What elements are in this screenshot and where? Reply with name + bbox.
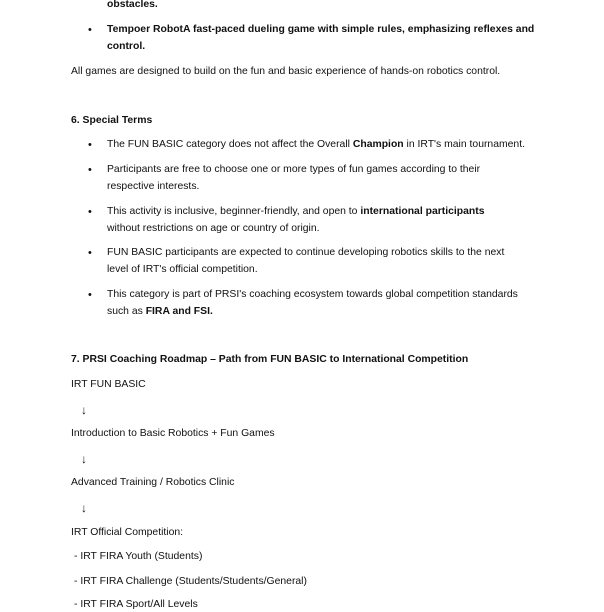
term-text: FUN BASIC participants are expected to continue developing robotics skills to the next [107,247,505,258]
bullet-dot: • [88,164,92,176]
special-term-1 [107,137,525,154]
roadmap-step-1: IRT FUN BASIC [71,379,146,390]
roadmap-sub-3: - IRT FIRA Sport/All Levels [74,599,198,610]
term-bold: international participants [360,206,485,217]
term-text: This category is part of PRSI's coaching ecosystem towards global competition standards [107,289,518,300]
roadmap-step-2: Introduction to Basic Robotics + Fun Games [71,428,275,439]
term-text: The FUN BASIC category does not affect the Overall [107,139,353,150]
special-term-3 [107,204,485,237]
term-text: Participants are free to choose one or more types of fun games according to their [107,164,481,175]
bullet-dot: • [88,206,92,218]
term-text: without restrictions on age or country of origin. [107,222,320,234]
section-6-heading: 6. Special Terms [71,115,153,126]
bullet-dot: • [88,24,92,36]
game-item-desc: fast-paced dueling game with simple rules, emphasizing reflexes and [190,24,535,35]
term-text: respective interests. [107,180,200,192]
special-term-5 [107,287,518,320]
down-arrow-icon: ↓ [81,501,87,515]
roadmap-step-4: IRT Official Competition: [71,527,184,538]
down-arrow-icon: ↓ [81,403,87,417]
roadmap-sub-2: - IRT FIRA Challenge (Students/Students/General) [74,576,307,587]
bullet-dot: • [88,289,92,301]
section-7-heading: 7. PRSI Coaching Roadmap – Path from FUN BASIC to International Competition [71,354,469,365]
special-term-4 [107,245,504,278]
term-text: in IRT's main tournament. [403,139,525,150]
term-bold: Champion [352,139,404,150]
game-item-desc-cont: control. [107,40,146,52]
term-text: This activity is inclusive, beginner-friendly, and open to [107,206,361,217]
game-item-tempoer [107,22,534,55]
roadmap-step-3: Advanced Training / Robotics Clinic [71,477,235,488]
down-arrow-icon: ↓ [81,452,87,466]
bullet-dot: • [88,139,92,151]
special-term-2 [107,162,480,195]
bullet-dot: • [88,247,92,259]
term-bold: FIRA and FSI. [145,305,213,317]
game-item-continuation: obstacles. [107,0,158,10]
games-note: All games are designed to build on the fun and basic experience of hands-on robotics control. [71,66,501,77]
term-text: level of IRT's official competition. [107,263,258,275]
term-text: such as [107,305,146,317]
game-item-name: Tempoer RobotA [107,24,191,35]
roadmap-sub-1: - IRT FIRA Youth (Students) [74,551,203,562]
